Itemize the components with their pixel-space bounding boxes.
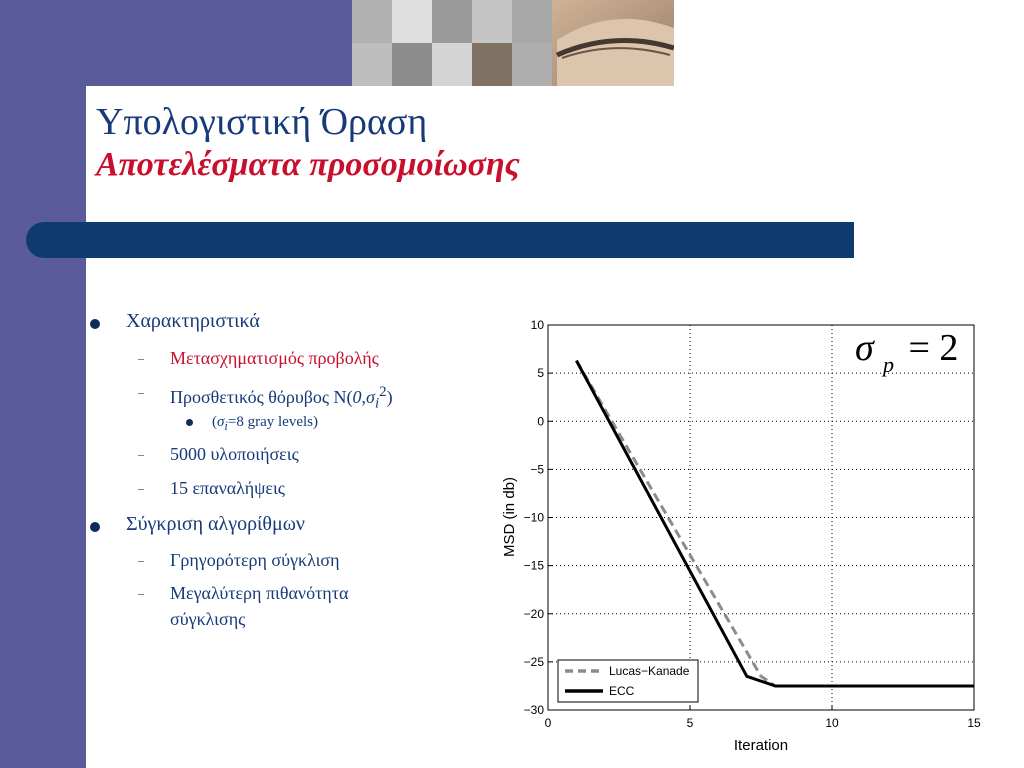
bullet-text: Σύγκριση αλγορίθμων bbox=[126, 513, 305, 535]
noise-sigma-sub: i bbox=[374, 395, 380, 412]
bullet-text: Χαρακτηριστικά bbox=[126, 310, 260, 332]
bullet-dot bbox=[90, 319, 100, 329]
subbullet-text: Μετασχηματισμός προβολής bbox=[170, 348, 379, 368]
noise-prefix: Προσθετικός θόρυβος Ν( bbox=[170, 387, 353, 407]
subbullet-text: σύγκλισης bbox=[170, 609, 246, 629]
msd-chart bbox=[495, 310, 995, 760]
subbullet-text: Γρηγορότερη σύγκλιση bbox=[170, 550, 340, 570]
y-tick-label: −10 bbox=[523, 510, 544, 525]
y-tick-label: −15 bbox=[523, 558, 544, 573]
bullet-dot bbox=[186, 419, 193, 426]
noise-sigma: σ bbox=[366, 387, 375, 407]
subbullet-text: 5000 υλοποιήσεις bbox=[170, 444, 299, 464]
y-tick-label: −20 bbox=[523, 606, 544, 621]
x-tick-label: 5 bbox=[686, 716, 694, 730]
subbullet-text: 15 επαναλήψεις bbox=[170, 478, 285, 498]
bullet-dot bbox=[90, 522, 100, 532]
annotation-rest: = 2 bbox=[899, 327, 959, 369]
gray-open: ( bbox=[212, 414, 217, 430]
subbullet-text: Μεγαλύτερη πιθανότητα bbox=[170, 583, 349, 603]
dash-marker: – bbox=[138, 553, 144, 567]
y-tick-label: −5 bbox=[530, 462, 544, 477]
legend bbox=[558, 660, 698, 702]
annotation-symbol: σ bbox=[855, 327, 874, 369]
noise-suffix: ) bbox=[386, 387, 393, 407]
y-tick-label: 10 bbox=[530, 318, 544, 332]
subsubbullet-text bbox=[212, 413, 318, 435]
subbullet-text bbox=[170, 381, 393, 415]
y-tick-label: 5 bbox=[537, 366, 544, 381]
legend-label-lk: Lucas−Kanade bbox=[609, 664, 690, 678]
x-tick-label: 10 bbox=[825, 716, 839, 730]
dash-marker: – bbox=[138, 447, 144, 461]
dash-marker: – bbox=[138, 481, 144, 495]
annotation-sub: p bbox=[883, 352, 894, 377]
x-axis-label: Iteration bbox=[733, 737, 789, 754]
noise-sigma-sup: 2 bbox=[379, 384, 387, 400]
legend-label-ecc: ECC bbox=[609, 684, 635, 698]
x-tick-label: 15 bbox=[967, 716, 981, 730]
x-tick-label: 0 bbox=[544, 716, 552, 730]
slide-title: Υπολογιστική Όραση bbox=[96, 101, 428, 143]
slide-subtitle: Αποτελέσματα προσομοίωσης bbox=[96, 146, 520, 183]
gray-sigma-sub: i bbox=[224, 419, 228, 433]
y-axis-label: MSD (in db) bbox=[501, 476, 518, 558]
noise-comma: , bbox=[361, 387, 367, 407]
gray-suffix: =8 gray levels) bbox=[227, 414, 318, 430]
gray-sigma: σ bbox=[217, 414, 225, 430]
dash-marker: – bbox=[138, 385, 144, 399]
y-tick-label: 0 bbox=[537, 414, 544, 429]
dash-marker: – bbox=[138, 586, 144, 600]
chart-svg bbox=[495, 310, 995, 760]
y-tick-label: −30 bbox=[523, 703, 544, 717]
noise-zero: 0 bbox=[352, 387, 362, 407]
dash-marker: – bbox=[138, 351, 144, 365]
y-tick-label: −25 bbox=[523, 654, 544, 669]
